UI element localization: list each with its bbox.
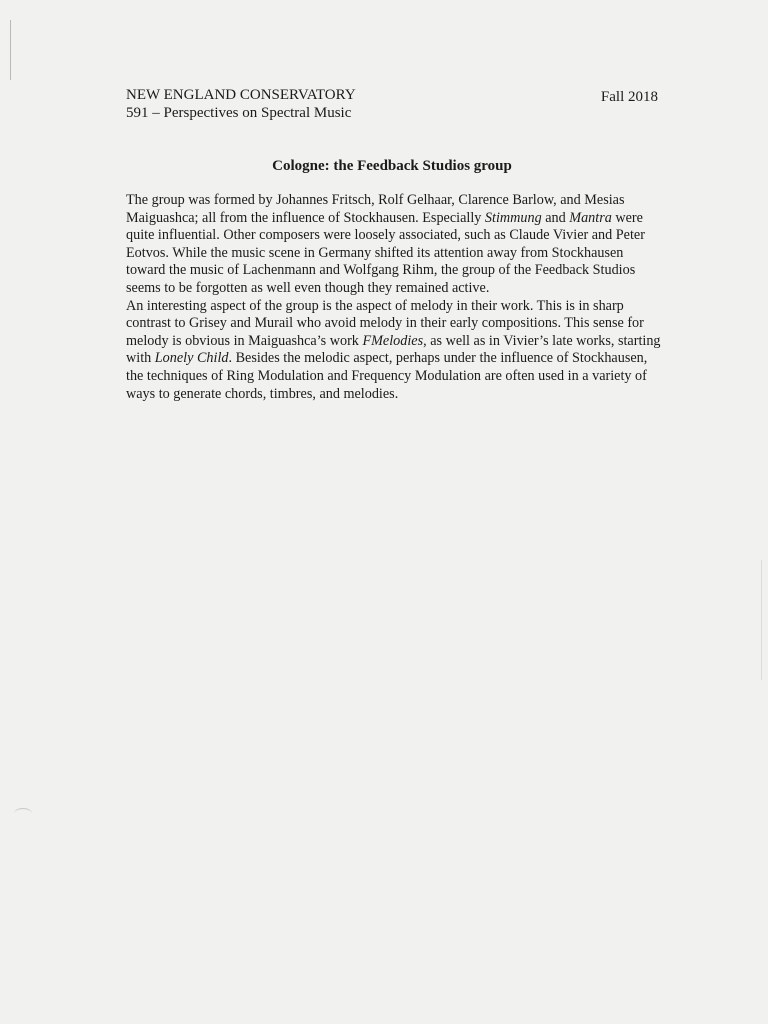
text-line: Eotvos. While the music scene in Germany shifted its attention away from Stockhausen <box>126 244 624 261</box>
text-segment: were <box>611 209 643 226</box>
document-body <box>126 192 666 403</box>
work-title-fmelodies: FMelodies <box>362 332 424 349</box>
institution-name: NEW ENGLAND CONSERVATORY <box>126 87 356 103</box>
text-segment: melody is obvious in Maiguashca’s work <box>126 332 363 349</box>
text-line: the techniques of Ring Modulation and Frequency Modulation are often used in a variety of <box>126 367 647 384</box>
header-left-block <box>126 86 356 122</box>
text-line: An interesting aspect of the group is the aspect of melody in their work. This is in sharp <box>126 297 624 314</box>
document-header <box>126 86 658 122</box>
work-title-mantra: Mantra <box>569 209 612 226</box>
paragraph-2 <box>126 298 666 404</box>
text-line <box>126 210 666 228</box>
text-line <box>126 333 666 351</box>
text-segment: . Besides the melodic aspect, perhaps under the influence of Stockhausen, <box>228 350 648 367</box>
text-line: The group was formed by Johannes Fritsch, Rolf Gelhaar, Clarence Barlow, and Mesias <box>126 192 625 208</box>
text-segment: and <box>541 209 570 226</box>
text-line: seems to be forgotten as well even though they remained active. <box>126 279 490 296</box>
text-line: ways to generate chords, timbres, and melodies. <box>126 385 399 402</box>
text-line: quite influential. Other composers were loosely associated, such as Claude Vivier and Peter <box>126 227 645 244</box>
text-segment: , as well as in Vivier’s late works, starting <box>423 332 661 349</box>
work-title-lonely-child: Lonely Child <box>154 350 229 367</box>
scan-right-edge <box>761 560 762 680</box>
scan-curl-mark <box>14 808 32 819</box>
scan-edge-mark <box>10 20 11 80</box>
text-line: toward the music of Lachenmann and Wolfgang Rihm, the group of the Feedback Studios <box>126 262 636 279</box>
course-title: 591 – Perspectives on Spectral Music <box>126 105 352 121</box>
document-title: Cologne: the Feedback Studios group <box>272 158 512 174</box>
text-line <box>126 350 666 368</box>
work-title-stimmung: Stimmung <box>484 209 542 226</box>
paragraph-1 <box>126 192 666 298</box>
text-segment: with <box>126 350 155 367</box>
text-segment: Maiguashca; all from the influence of Stockhausen. Especially <box>126 209 485 226</box>
term-label: Fall 2018 <box>600 89 658 105</box>
text-line: contrast to Grisey and Murail who avoid melody in their early compositions. This sense for <box>126 315 644 332</box>
